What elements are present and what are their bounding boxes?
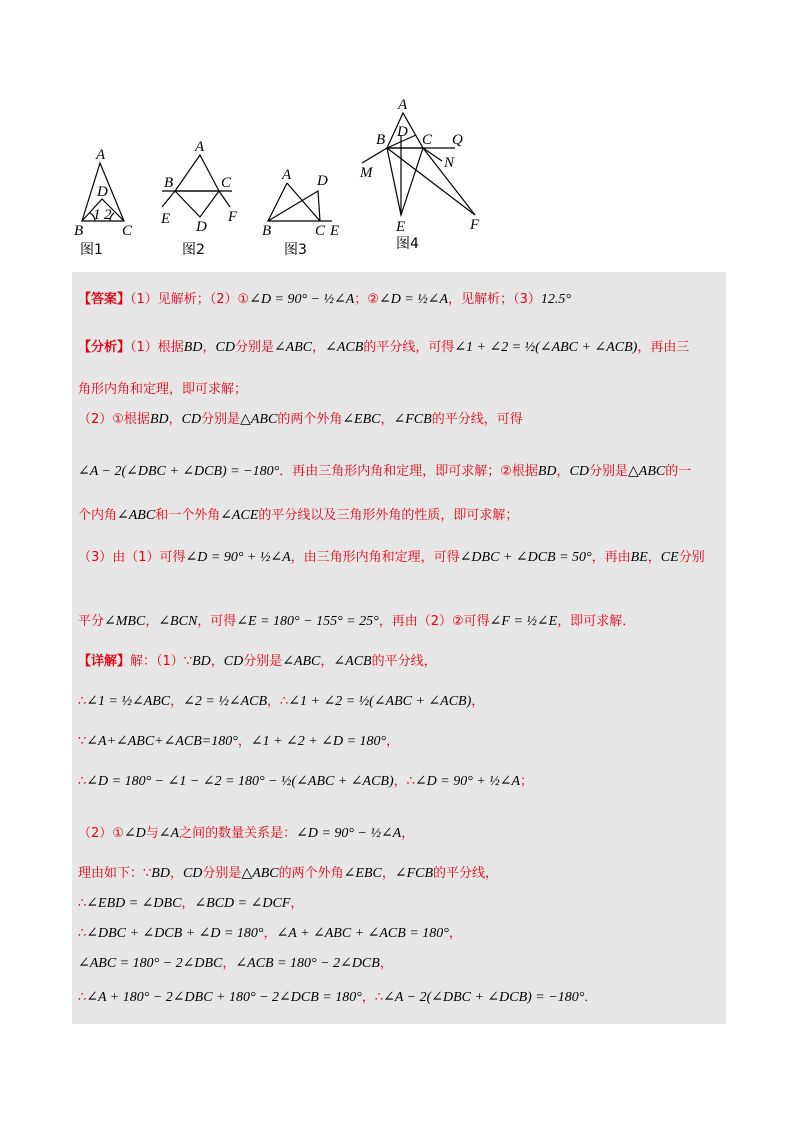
formula: △ABC [628, 464, 666, 479]
detail-line-9 [78, 954, 720, 974]
formula: ∠EBD = ∠DBC [86, 896, 182, 911]
text: ，可得 [197, 614, 237, 629]
fig3-label-b: B [262, 223, 272, 239]
text: ，再由三 [637, 340, 690, 355]
detail-line-2 [78, 692, 720, 712]
formula: ∠ACB [333, 654, 372, 669]
formula: CD [182, 866, 203, 881]
text: ， [169, 866, 183, 881]
answer-text-3: ，见解析；（3） [448, 292, 541, 307]
detail-line-3 [78, 732, 720, 752]
text: ， [222, 956, 236, 971]
text: 的平分线以及三角形外角的性质，即可求解； [258, 508, 519, 523]
text: ， [312, 340, 326, 355]
formula: ∠1 + ∠2 + ∠D = 180° [250, 734, 387, 749]
text: ，即可求解． [557, 614, 636, 629]
fig1-label-a: A [96, 147, 106, 163]
text: 角形内角和定理，即可求解； [78, 382, 248, 397]
text: ； [520, 774, 534, 789]
formula: ∠FCB [393, 412, 432, 427]
text: ∴ [78, 694, 87, 709]
solution-panel [72, 272, 726, 1024]
formula: BD [183, 340, 203, 355]
figure-3-caption: 图3 [284, 242, 307, 258]
formula: ∠FCB [394, 866, 434, 881]
formula: ∠E = 180° − 155° = 25° [236, 614, 379, 629]
analysis-line-7 [78, 612, 720, 632]
formula: CD [181, 412, 202, 427]
text: ， [320, 654, 334, 669]
text: 与 [145, 826, 159, 841]
formula: ∠DBC + ∠DCB + ∠D = 180° [86, 926, 264, 941]
fig4-label-a: A [398, 97, 408, 113]
formula: BE [630, 550, 648, 565]
formula: ∠D = 90° − ½∠A [296, 826, 402, 841]
formula: ∠ACE [220, 508, 259, 523]
analysis-line-2 [78, 380, 720, 400]
text: ， [181, 896, 195, 911]
text: （1）根据 [130, 340, 184, 355]
formula: CD [215, 340, 235, 355]
analysis-line-6 [78, 548, 720, 568]
formula: ∠D = 180° − ∠1 − ∠2 = 180° − ½(∠ABC + ∠ACB) [86, 774, 394, 789]
text: ，∴ [393, 774, 415, 789]
answer-formula-3: 12.5° [540, 292, 571, 307]
figure-4-drawing [362, 113, 475, 215]
formula: △ABC [240, 412, 278, 427]
formula: ∠A [158, 826, 180, 841]
fig1-label-d: D [97, 184, 108, 200]
text: ∴ [78, 896, 87, 911]
formula: ∠ABC [282, 654, 321, 669]
formula: ∠ABC [273, 340, 313, 355]
detail-line-1 [78, 652, 720, 672]
analysis-line-4 [78, 462, 720, 482]
detail-line-4 [78, 772, 720, 792]
text: ，∴ [361, 990, 384, 1005]
formula: ∠EBC [343, 866, 382, 881]
text: （2）①根据 [78, 412, 150, 427]
fig4-label-e: E [396, 219, 406, 235]
text: ， [471, 694, 485, 709]
fig3-label-c: C [315, 223, 326, 239]
formula: ∠DBC + ∠DCB = 50° [459, 550, 592, 565]
fig1-label-b: B [74, 223, 84, 239]
text: ， [380, 412, 394, 427]
text: 分别是 [234, 340, 274, 355]
fig4-label-b: B [376, 132, 386, 148]
text: 平分 [78, 614, 105, 629]
formula: ∠D = 90° + ½∠A [185, 550, 291, 565]
text: ， [168, 412, 182, 427]
formula: ∠EBC [342, 412, 381, 427]
formula: ∠1 = ½∠ABC [86, 694, 171, 709]
formula: ∠A − 2(∠DBC + ∠DCB) = −180° [383, 990, 585, 1005]
text: 的平分线， [371, 654, 437, 669]
text: ∴ [78, 774, 87, 789]
fig2-label-b: B [164, 175, 174, 191]
text: ．再由三角形内角和定理，即可求解；②根据 [279, 464, 538, 479]
formula: ∠D = 90° + ½∠A [414, 774, 521, 789]
text: ∵ [78, 734, 87, 749]
text: ， [145, 614, 159, 629]
text: 理由如下：∵ [78, 866, 152, 881]
fig1-label-1: 1 [93, 207, 101, 223]
fig2-label-e: E [161, 211, 171, 227]
analysis-line-5 [78, 506, 720, 526]
text: 的平分线，可得 [431, 412, 523, 427]
text: ， [556, 464, 570, 479]
text: ， [448, 926, 462, 941]
text: 分别 [678, 550, 705, 565]
answer-text-2: ；② [354, 292, 379, 307]
formula: ∠F = ½∠E [489, 614, 558, 629]
formula: BD [149, 412, 169, 427]
text: ， [210, 654, 224, 669]
formula: ∠BCN [158, 614, 198, 629]
text: ． [584, 990, 598, 1005]
formula: ∠ABC [117, 508, 156, 523]
detail-line-7 [78, 894, 720, 914]
formula: ∠D [123, 826, 146, 841]
figure-4-caption: 图4 [396, 236, 419, 252]
fig1-label-c: C [122, 223, 133, 239]
formula: ∠BCD = ∠DCF [194, 896, 291, 911]
text: ，由三角形内角和定理，可得 [290, 550, 460, 565]
text: 解：（1）∵ [130, 654, 193, 669]
figure-1-caption: 图1 [80, 242, 103, 258]
fig3-label-d: D [317, 173, 328, 189]
text: ， [647, 550, 661, 565]
analysis-tag: 【分析】 [78, 340, 131, 355]
fig4-label-q: Q [452, 132, 463, 148]
fig2-label-c: C [221, 175, 232, 191]
text: ∴ [78, 990, 87, 1005]
text: 分别是 [201, 412, 241, 427]
text: （2）① [78, 826, 124, 841]
formula: BD [151, 866, 170, 881]
formula: ∠ABC = 180° − 2∠DBC [78, 956, 223, 971]
formula: ∠MBC [104, 614, 146, 629]
answer-text-1: （1）见解析；（2）① [130, 292, 250, 307]
answer-line [78, 290, 720, 310]
figures-row [60, 95, 500, 270]
text: ，再由（2）②可得 [378, 614, 490, 629]
text: 之间的数量关系是： [179, 826, 297, 841]
text: 的两个外角 [278, 866, 344, 881]
formula: ∠A + ∠ABC + ∠ACB = 180° [276, 926, 449, 941]
fig3-label-e: E [330, 223, 340, 239]
formula: ∠A+∠ABC+∠ACB=180° [86, 734, 238, 749]
text: ，∴ [267, 694, 289, 709]
detail-line-6 [78, 864, 720, 884]
fig2-label-f: F [228, 209, 238, 225]
fig4-label-f: F [470, 217, 480, 233]
text: 分别是 [589, 464, 629, 479]
text: ，再由 [591, 550, 631, 565]
figure-2-caption: 图2 [182, 242, 205, 258]
fig1-label-2: 2 [104, 207, 112, 223]
text: ， [381, 866, 395, 881]
text: ， [401, 826, 415, 841]
formula: CD [223, 654, 244, 669]
detail-line-8 [78, 924, 720, 944]
text: 的平分线， [433, 866, 499, 881]
geometry-figures [60, 95, 500, 270]
fig4-label-n: N [444, 155, 455, 171]
fig4-label-d: D [397, 124, 408, 140]
text: 分别是 [202, 866, 242, 881]
formula: BD [192, 654, 211, 669]
text: 分别是 [243, 654, 283, 669]
text: 的一 [665, 464, 692, 479]
formula: BD [537, 464, 557, 479]
formula: ∠1 + ∠2 = ½(∠ABC + ∠ACB) [288, 694, 472, 709]
text: ， [379, 956, 393, 971]
fig2-label-d: D [196, 219, 207, 235]
analysis-line-3 [78, 410, 720, 430]
text: （3）由（1）可得 [78, 550, 186, 565]
text: ， [170, 694, 184, 709]
answer-tag: 【答案】 [78, 292, 131, 307]
text: 的平分线，可得 [363, 340, 455, 355]
formula: CD [569, 464, 589, 479]
detail-tag: 【详解】 [78, 654, 131, 669]
formula: ∠A − 2(∠DBC + ∠DCB) = −180° [78, 464, 280, 479]
formula: ∠1 + ∠2 = ½(∠ABC + ∠ACB) [454, 340, 638, 355]
detail-line-5 [78, 824, 720, 844]
fig4-label-c: C [422, 132, 433, 148]
fig4-label-m: M [360, 165, 373, 181]
text: ， [386, 734, 400, 749]
formula: CE [660, 550, 679, 565]
text: ∴ [78, 926, 87, 941]
text: ， [290, 896, 304, 911]
formula: ∠ACB = 180° − 2∠DCB [235, 956, 380, 971]
text: ， [237, 734, 251, 749]
formula: ∠2 = ½∠ACB [183, 694, 268, 709]
analysis-line-1 [78, 338, 720, 358]
text: 的两个外角 [277, 412, 343, 427]
answer-formula-1: ∠D = 90° − ½∠A [249, 292, 355, 307]
fig3-label-a: A [282, 167, 292, 183]
detail-line-10 [78, 988, 720, 1008]
formula: ∠A + 180° − 2∠DBC + 180° − 2∠DCB = 180° [86, 990, 362, 1005]
formula: △ABC [241, 866, 279, 881]
formula: ∠ACB [325, 340, 364, 355]
answer-formula-2: ∠D = ½∠A [379, 292, 449, 307]
fig2-label-a: A [195, 139, 205, 155]
text: 和一个外角 [155, 508, 221, 523]
text: ， [202, 340, 216, 355]
text: ， [263, 926, 277, 941]
text: 个内角 [78, 508, 118, 523]
